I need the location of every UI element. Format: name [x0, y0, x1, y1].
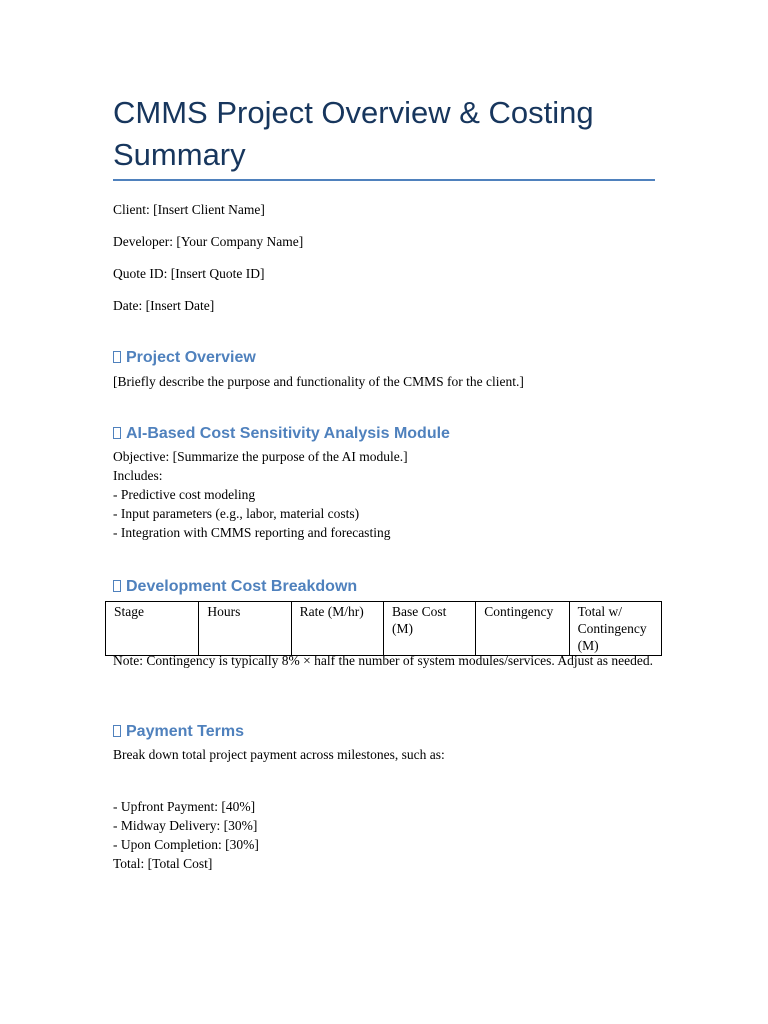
quote-id-field: Quote ID: [Insert Quote ID] — [113, 266, 265, 281]
ai-objective-line: Objective: [Summarize the purpose of the AI module.] — [113, 449, 408, 464]
missing-glyph-icon — [113, 427, 121, 439]
developer-field: Developer: [Your Company Name] — [113, 234, 304, 249]
list-item: - Input parameters (e.g., labor, material costs) — [113, 506, 360, 521]
client-field: Client: [Insert Client Name] — [113, 202, 265, 217]
list-item: - Predictive cost modeling — [113, 487, 256, 502]
title-underline — [113, 179, 655, 181]
heading-text: AI-Based Cost Sensitivity Analysis Module — [126, 425, 450, 442]
ai-includes-line: Includes: — [113, 468, 163, 483]
table-header-cell: Contingency — [476, 602, 569, 656]
missing-glyph-icon — [113, 351, 121, 363]
list-item: - Upon Completion: [30%] — [113, 837, 259, 852]
payment-milestones — [113, 797, 655, 873]
overview-text: [Briefly describe the purpose and functionality of the CMMS for the client.] — [113, 374, 524, 389]
heading-payment-terms — [113, 722, 244, 742]
payment-intro: Break down total project payment across milestones, such as: — [113, 747, 445, 762]
heading-text: Development Cost Breakdown — [126, 578, 358, 595]
table-header-cell: Total w/ Contingency (M) — [569, 602, 661, 656]
table-header-cell: Hours — [199, 602, 291, 656]
table-header-cell: Base Cost (M) — [383, 602, 475, 656]
cost-breakdown-table — [105, 601, 662, 656]
document-title: CMMS Project Overview & Costing Summary — [113, 95, 594, 172]
missing-glyph-icon — [113, 725, 121, 737]
ai-module-text — [113, 447, 655, 542]
list-item: - Integration with CMMS reporting and forecasting — [113, 525, 391, 540]
payment-total-line: Total: [Total Cost] — [113, 856, 213, 871]
heading-text: Project Overview — [126, 349, 256, 366]
heading-text: Payment Terms — [126, 723, 244, 740]
heading-ai-module — [113, 424, 450, 444]
heading-project-overview — [113, 348, 256, 368]
missing-glyph-icon — [113, 580, 121, 592]
list-item: - Upfront Payment: [40%] — [113, 799, 256, 814]
list-item: - Midway Delivery: [30%] — [113, 818, 258, 833]
table-header-cell: Rate (M/hr) — [291, 602, 383, 656]
table-header-cell: Stage — [106, 602, 199, 656]
contingency-note: Note: Contingency is typically 8% × half the number of system modules/services. Adjust as needed. — [113, 653, 654, 668]
heading-cost-breakdown — [113, 577, 357, 597]
date-field: Date: [Insert Date] — [113, 298, 215, 313]
table-header-row — [106, 602, 662, 656]
